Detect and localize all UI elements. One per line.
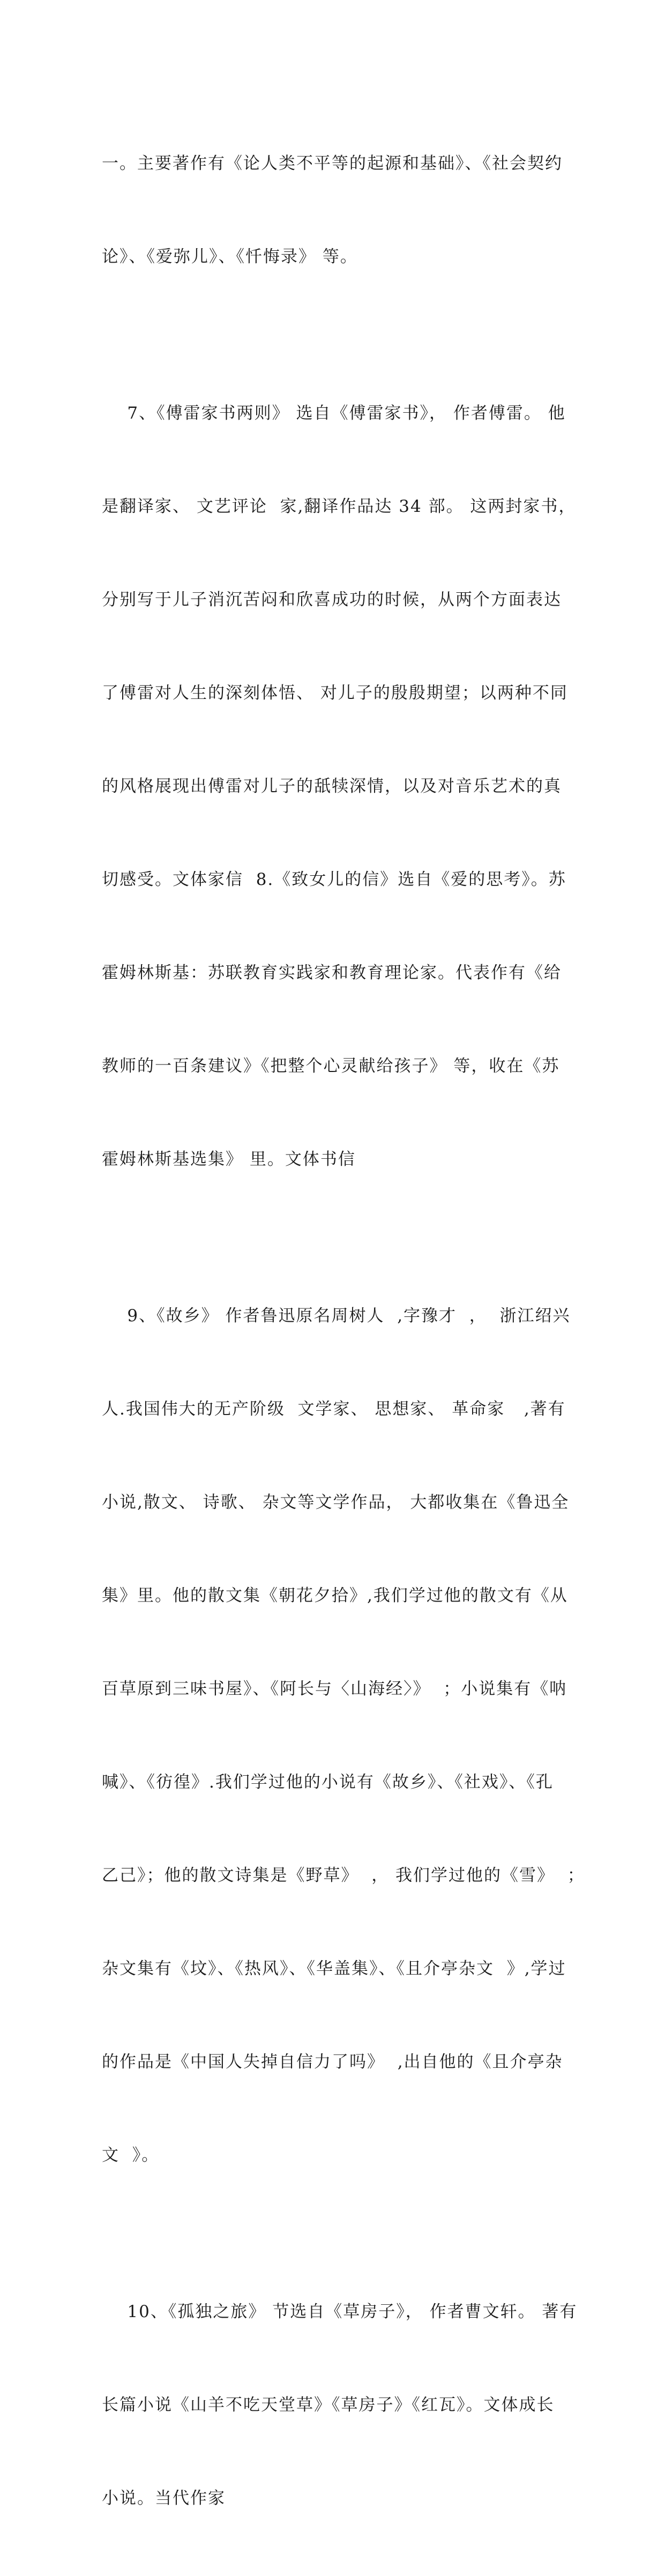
text-line: 集》里。他的散文集《朝花夕拾》,我们学过他的散文有《从 (102, 1586, 568, 1605)
text-line: 杂文集有《坟》、《热风》、《华盖集》、《且介亭杂文 》,学过 (102, 1959, 566, 1978)
text-line: 9、《故乡》 作者鲁迅原名周树人 ,字豫才 ， 浙江绍兴 (102, 1306, 571, 1326)
text-line: 霍姆林斯基：苏联教育实践家和教育理论家。代表作有《给 (102, 963, 562, 982)
text-line: 小说,散文、 诗歌、 杂文等文学作品， 大都收集在《鲁迅全 (102, 1493, 570, 1512)
text-line: 人.我国伟大的无产阶级 文学家、 思想家、 革命家 ,著有 (102, 1399, 566, 1419)
text-line: 是翻译家、 文艺评论 家,翻译作品达 34 部。 这两封家书， (102, 497, 577, 516)
text-line: 小说。当代作家 (102, 2489, 226, 2508)
document-body (102, 86, 585, 2576)
text-line: 乙己》；他的散文诗集是《野草》 ， 我们学过他的《雪》 ； (102, 1866, 585, 1885)
text-line: 切感受。文体家信 8.《致女儿的信》选自《爱的思考》。苏 (102, 870, 566, 889)
text-line: 教师的一百条建议》《把整个心灵献给孩子》 等，收在《苏 (102, 1056, 560, 1076)
text-line: 分别写于儿子消沉苦闷和欣喜成功的时候，从两个方面表达 (102, 590, 562, 609)
paragraph-rousseau-works (102, 86, 573, 334)
text-line: 7、《傅雷家书两则》 选自《傅雷家书》， 作者傅雷。 他 (102, 404, 566, 423)
text-line: 百草原到三味书屋》、《阿长与〈山海经〉》 ；小说集有《呐 (102, 1679, 567, 1699)
text-line: 长篇小说《山羊不吃天堂草》《草房子》《红瓦》。文体成长 (102, 2395, 555, 2415)
text-line: 文 》。 (102, 2146, 160, 2165)
text-line: 论》、《爱弥儿》、《忏悔录》 等。 (102, 247, 358, 266)
text-line: 的作品是《中国人失掉自信力了吗》 ,出自他的《且介亭杂 (102, 2052, 563, 2072)
text-line: 喊》、《彷徨》.我们学过他的小说有《故乡》、《社戏》、《孔 (102, 1773, 554, 1792)
text-line: 的风格展现出傅雷对儿子的舐犊深情，以及对音乐艺术的真 (102, 777, 562, 796)
paragraph-item-7-8 (102, 336, 577, 1237)
text-line: 10、《孤独之旅》 节选自《草房子》， 作者曹文轩。 著有 (102, 2302, 578, 2321)
text-line: 一。主要著作有《论人类不平等的起源和基础》、《社会契约 (102, 154, 563, 173)
text-line: 霍姆林斯基选集》 里。文体书信 (102, 1150, 356, 1169)
paragraph-item-10 (102, 2234, 578, 2576)
paragraph-item-9 (102, 1238, 585, 2233)
text-line: 了傅雷对人生的深刻体悟、 对儿子的殷殷期望；以两种不同 (102, 683, 568, 703)
